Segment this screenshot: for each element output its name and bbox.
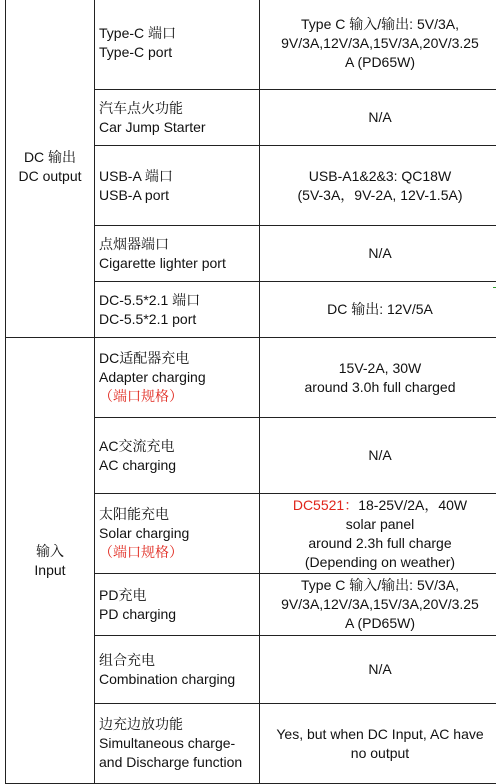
value-red-prefix: DC5521：	[293, 497, 358, 513]
item-label-zh: 汽车点火功能	[99, 99, 259, 118]
item-label-en: Solar charging	[99, 524, 259, 543]
item-cell-adapter	[95, 338, 260, 418]
item-cell-jump-starter	[95, 90, 260, 146]
item-label-zh: PD充电	[99, 586, 259, 605]
value-cell-cigarette-lighter	[260, 226, 496, 282]
item-label-zh: 点烟器端口	[99, 235, 259, 254]
table-row	[6, 0, 496, 90]
table-row	[6, 338, 496, 418]
value-line: around 2.3h full charge	[260, 534, 496, 553]
value-line: N/A	[260, 446, 496, 465]
item-label-zh: 边充边放功能	[99, 715, 259, 734]
category-cell-dc-output	[6, 0, 95, 338]
item-label-en: Adapter charging	[99, 368, 259, 387]
category-label-zh: 输入	[6, 542, 94, 561]
item-note: （端口规格）	[99, 387, 259, 406]
item-label-zh: DC适配器充电	[99, 349, 259, 368]
value-line: Yes, but when DC Input, AC have	[260, 725, 496, 744]
value-line: (Depending on weather)	[260, 553, 496, 572]
item-cell-pd	[95, 574, 260, 636]
item-cell-type-c	[95, 0, 260, 90]
item-label-en: USB-A port	[99, 186, 259, 205]
item-cell-charge-discharge	[95, 704, 260, 784]
item-cell-ac	[95, 418, 260, 494]
value-line: A (PD65W)	[260, 614, 496, 633]
value-line: DC 输出: 12V/5A	[260, 300, 496, 319]
item-label-zh: 太阳能充电	[99, 505, 259, 524]
value-text: 18-25V/2A，40W	[358, 497, 467, 513]
value-line: Type C 输入/输出: 5V/3A,	[260, 15, 496, 34]
item-label-en: DC-5.5*2.1 port	[99, 310, 259, 329]
value-line: USB-A1&2&3: QC18W	[260, 167, 496, 186]
value-line: Type C 输入/输出: 5V/3A,	[260, 576, 496, 595]
item-label-zh: DC-5.5*2.1 端口	[99, 291, 259, 310]
value-line: 9V/3A,12V/3A,15V/3A,20V/3.25	[260, 595, 496, 614]
category-label-en: Input	[6, 561, 94, 580]
value-cell-dc-5521	[260, 282, 496, 338]
item-label-zh: USB-A 端口	[99, 167, 259, 186]
value-cell-pd	[260, 574, 496, 636]
category-label-zh: DC 输出	[6, 148, 94, 167]
value-line: 9V/3A,12V/3A,15V/3A,20V/3.25	[260, 34, 496, 53]
value-line: around 3.0h full charged	[260, 378, 496, 397]
item-label-zh: AC交流充电	[99, 437, 259, 456]
value-line: solar panel	[260, 515, 496, 534]
item-label-en: Type-C port	[99, 43, 259, 62]
item-cell-usb-a	[95, 146, 260, 226]
spec-table	[5, 0, 496, 784]
item-label-en: PD charging	[99, 605, 259, 624]
value-cell-type-c	[260, 0, 496, 90]
value-cell-solar	[260, 494, 496, 574]
item-label-en: Combination charging	[99, 670, 259, 689]
value-line: 15V-2A, 30W	[260, 359, 496, 378]
item-label-en: AC charging	[99, 456, 259, 475]
value-line: N/A	[260, 244, 496, 263]
value-line: (5V-3A，9V-2A, 12V-1.5A)	[260, 186, 496, 205]
category-label-en: DC output	[6, 167, 94, 186]
category-cell-input	[6, 338, 95, 784]
value-cell-ac	[260, 418, 496, 494]
item-cell-combination	[95, 636, 260, 704]
item-cell-cigarette-lighter	[95, 226, 260, 282]
value-line: no output	[260, 744, 496, 763]
value-line	[260, 496, 496, 515]
item-label-zh: 组合充电	[99, 651, 259, 670]
item-label-en: Cigarette lighter port	[99, 254, 259, 273]
value-cell-usb-a	[260, 146, 496, 226]
item-cell-solar	[95, 494, 260, 574]
item-label-en: Car Jump Starter	[99, 118, 259, 137]
value-line: N/A	[260, 660, 496, 679]
value-cell-adapter	[260, 338, 496, 418]
value-cell-charge-discharge	[260, 704, 496, 784]
value-line: A (PD65W)	[260, 53, 496, 72]
value-line: N/A	[260, 108, 496, 127]
item-note: （端口规格）	[99, 543, 259, 562]
value-cell-jump-starter	[260, 90, 496, 146]
value-cell-combination	[260, 636, 496, 704]
item-label-zh: Type-C 端口	[99, 24, 259, 43]
item-cell-dc-5521	[95, 282, 260, 338]
item-label-en: and Discharge function	[99, 753, 259, 772]
item-label-en: Simultaneous charge-	[99, 734, 259, 753]
